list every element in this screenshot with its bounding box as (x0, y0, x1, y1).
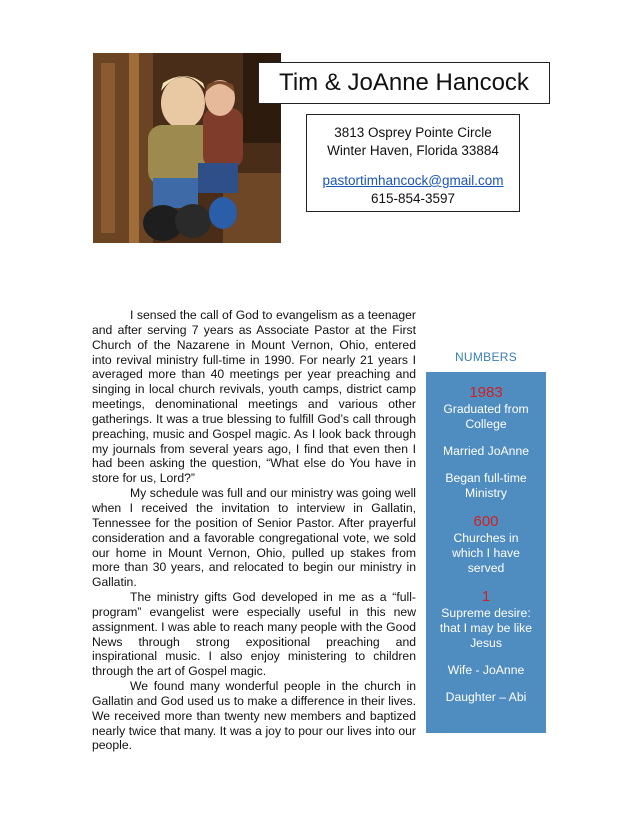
phone-number: 615-854-3597 (370, 191, 456, 206)
number-600: 600 (473, 513, 499, 530)
number-1983: 1983 (469, 384, 503, 401)
fact-daughter: Daughter – Abi (445, 690, 527, 704)
fact-churches: Churches in which I have served (452, 531, 520, 575)
number-1: 1 (481, 588, 491, 605)
contact-info-box (306, 114, 520, 212)
page-title: Tim & JoAnne Hancock (279, 69, 529, 96)
email-link[interactable]: pastortimhancock@gmail.com (322, 173, 504, 188)
paragraph-4: We found many wonderful people in the church in Gallatin and God used us to make a difference in their lives. We received more than twenty new members and baptized nearly twice that many. It was a joy to pour our lives into our people. (92, 679, 416, 753)
address-line-1: 3813 Osprey Pointe Circle (334, 125, 492, 140)
paragraph-3: The ministry gifts God developed in me as a “full-program” evangelist were especially useful in this new assignment. I was able to reach many people with the Good News through strong expositional preaching and inspirational music. I also enjoy ministering to children through the art of Gospel magic. (92, 590, 416, 679)
fact-graduated: Graduated from College (443, 402, 529, 431)
fact-wife: Wife - JoAnne (447, 663, 525, 677)
sidebar-heading: NUMBERS (426, 341, 546, 372)
name-title-box (258, 62, 550, 104)
sidebar-panel (426, 372, 546, 733)
fact-ministry: Began full-time Ministry (445, 471, 527, 500)
couple-photo (93, 53, 281, 243)
fact-married: Married JoAnne (442, 444, 530, 458)
paragraph-1: I sensed the call of God to evangelism as a teenager and after serving 7 years as Associate Pastor at the First Church of the Nazarene in Mount Vernon, Ohio, entered into revival ministry full-time in 1990. For nearly 21 years I averaged more than 40 meetings per year preaching and singing in local church revivals, youth camps, district camp meetings, denominational meetings and various other gatherings. It was a true blessing to fulfill God’s call through preaching, music and Gospel magic. As I look back through my journals from several years ago, I find that even then I had been asking the question, “What else do You have in store for us, Lord?” (92, 308, 546, 486)
address-line-2: Winter Haven, Florida 33884 (327, 143, 499, 158)
paragraph-2: My schedule was full and our ministry was going well when I received the invitation to interview in Gallatin, Tennessee for the position of Senior Pastor. After prayerful consideration and a favorable congregational vote, we sold our home in Mount Vernon, Ohio, pulled up stakes from more than 30 years, and relocated to begin our ministry in Gallatin. (92, 486, 416, 590)
numbers-sidebar (426, 341, 546, 733)
fact-desire: Supreme desire: that I may be like Jesus (439, 606, 533, 650)
